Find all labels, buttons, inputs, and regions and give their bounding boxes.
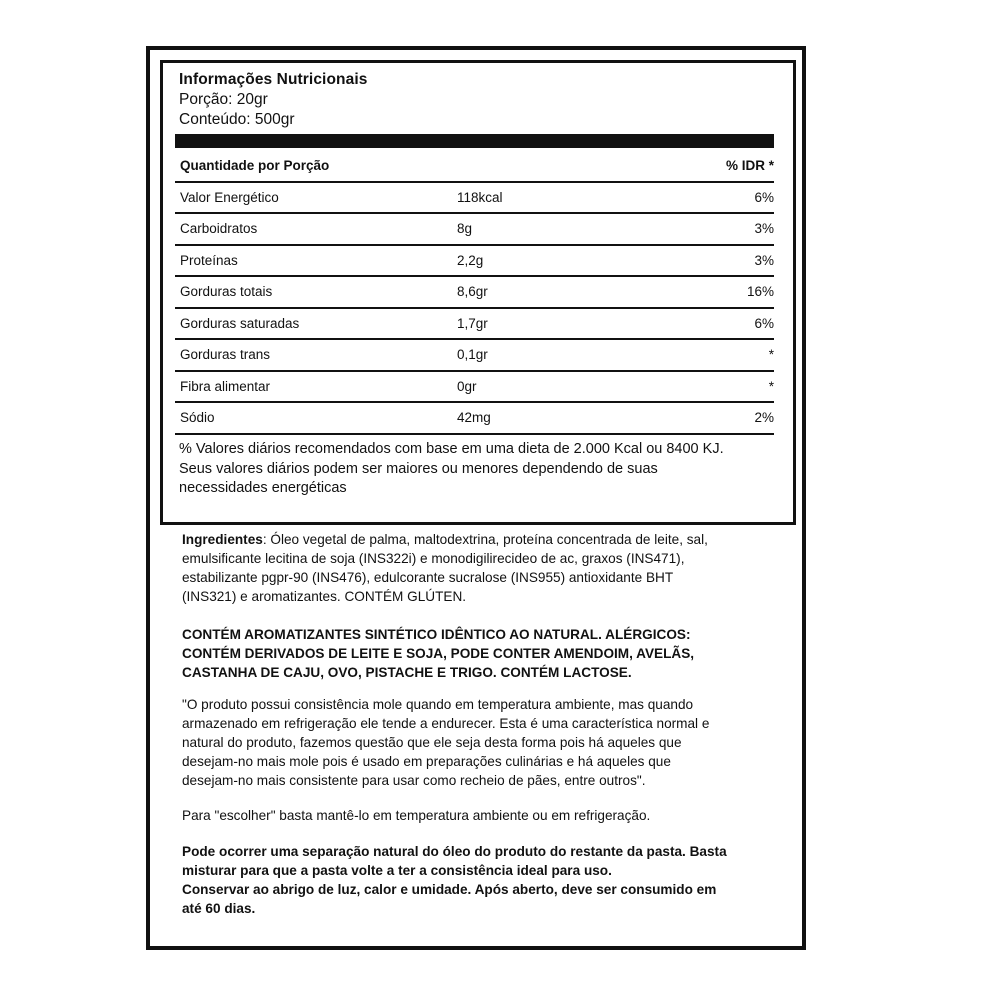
ingredients-label: Ingredientes [182,532,263,547]
note-line: desejam-no mais mole pois é usado em preparações culinárias e há aqueles que [182,754,671,769]
note-line: "O produto possui consistência mole quando em temperatura ambiente, mas quando [182,697,694,712]
storage-line: Pode ocorrer uma separação natural do óleo do produto do restante da pasta. Basta [182,844,727,859]
nutrient-amount: 8g [457,221,473,236]
footnote-line: necessidades energéticas [179,480,347,496]
nutrition-header [179,70,367,130]
table-row [175,340,774,372]
nutrient-amount: 2,2g [457,252,484,268]
nutrition-title: Informações Nutricionais [179,71,368,88]
storage-line: Conservar ao abrigo de luz, calor e umidade. Após aberto, deve ser consumido em [182,882,717,897]
thick-divider [175,134,774,148]
nutrient-amount: 118kcal [457,189,503,205]
header-quantity: Quantidade por Porção [180,158,330,173]
ingredients-text: (INS321) e aromatizantes. CONTÉM GLÚTEN. [182,589,467,604]
nutrient-idr: 3% [754,252,774,268]
note-line: armazenado em refrigeração ele tende a endurecer. Esta é uma característica normal e [182,716,710,731]
nutrient-amount: 0,1gr [457,347,488,362]
nutrient-amount: 0gr [457,378,477,394]
nutrient-amount: 42mg [457,410,491,425]
storage-line: até 60 dias. [182,901,256,916]
nutrient-idr: 6% [754,315,774,331]
nutrient-name: Carboidratos [180,221,258,236]
footnote-line: Seus valores diários podem ser maiores ou menores dependendo de suas [179,460,658,477]
allergens-warning [182,625,778,682]
portion-size: Porção: 20gr [179,91,268,108]
nutrient-idr: 16% [746,284,774,299]
storage-line: misturar para que a pasta volte a ter a consistência ideal para uso. [182,863,612,878]
ingredients-text: : Óleo vegetal de palma, maltodextrina, proteína concentrada de leite, sal, [262,532,708,547]
table-row [175,277,774,309]
nutrient-name: Gorduras totais [180,284,273,299]
footnote-line: % Valores diários recomendados com base em uma dieta de 2.000 Kcal ou 8400 KJ. [179,441,724,457]
storage-instructions [182,842,778,918]
choose-line: Para "escolher" basta mantê-lo em temperatura ambiente ou em refrigeração. [182,808,651,823]
allergens-line: CONTÉM AROMATIZANTES SINTÉTICO IDÊNTICO AO NATURAL. ALÉRGICOS: [182,627,691,642]
nutrient-name: Sódio [180,410,215,425]
consistency-note [182,695,778,790]
ingredients-text: emulsificante lecitina de soja (INS322i) e monodigilirecideo de ac, graxos (INS471), [182,551,685,566]
nutrient-name: Fibra alimentar [180,378,271,394]
allergens-line: CASTANHA DE CAJU, OVO, PISTACHE E TRIGO. CONTÉM LACTOSE. [182,665,632,680]
table-row [175,246,774,278]
nutrient-idr: 2% [754,410,774,425]
nutrient-idr: * [768,378,774,394]
table-row [175,214,774,246]
nutrient-name: Gorduras saturadas [180,315,300,331]
nutrient-amount: 8,6gr [457,284,488,299]
ingredients-section [182,530,778,606]
table-row [175,403,774,435]
nutrient-idr: 3% [754,221,774,236]
net-content: Conteúdo: 500gr [179,111,295,128]
allergens-line: CONTÉM DERIVADOS DE LEITE E SOJA, PODE CONTER AMENDOIM, AVELÃS, [182,646,695,661]
nutrient-name: Proteínas [180,252,238,268]
nutrient-idr: * [768,347,774,362]
note-line: natural do produto, fazemos questão que ele seja desta forma pois há aqueles que [182,735,682,750]
note-line: desejam-no mais consistente para usar como recheio de pães, entre outros". [182,773,646,788]
table-row [175,309,774,341]
choose-note [182,806,778,825]
nutrient-idr: 6% [754,189,774,205]
table-header-row [175,151,774,183]
nutrient-name: Gorduras trans [180,347,271,362]
table-row [175,372,774,404]
nutrition-table [175,151,774,435]
ingredients-text: estabilizante pgpr-90 (INS476), edulcorante sucralose (INS955) antioxidante BHT [182,570,674,585]
daily-values-footnote [179,440,779,499]
nutrient-amount: 1,7gr [457,315,488,331]
nutrient-name: Valor Energético [180,189,279,205]
header-idr: % IDR * [725,158,774,173]
table-row [175,183,774,215]
